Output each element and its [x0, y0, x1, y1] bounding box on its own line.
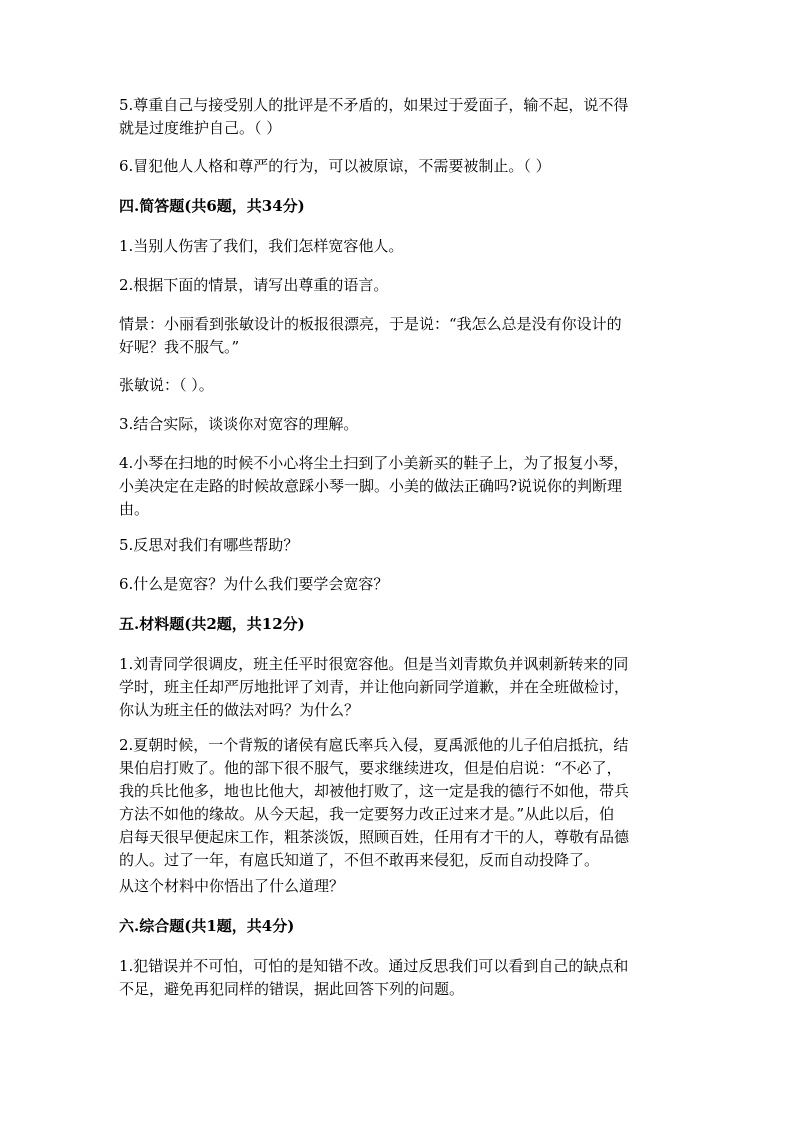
comprehensive-item-1: 1.犯错误并不可怕，可怕的是知错不改。通过反思我们可以看到自己的缺点和 不足，避免再犯同样的错误，据此回答下列的问题。 — [119, 957, 629, 998]
short-answer-item-6: 6.什么是宽容？为什么我们要学会宽容？ — [119, 575, 389, 593]
short-answer-item-3: 3.结合实际，谈谈你对宽容的理解。 — [119, 415, 359, 433]
material-item-1: 1.刘青同学很调皮，班主任平时很宽容他。但是当刘青欺负并讽刺新转来的同 学时，班主任却严厉地批评了刘青，并让他向新同学道歉，并在全班做检讨， 你认为班主任的做法对吗？为什么？ — [119, 655, 630, 719]
judgement-item-5: 5.尊重自己与接受别人的批评是不矛盾的，如果过于爱面子，输不起，说不得 就是过度维护自己。（ ） — [119, 96, 629, 137]
short-answer-item-1: 1.当别人伤害了我们，我们怎样宽容他人。 — [119, 237, 404, 255]
short-answer-item-4: 4.小琴在扫地的时候不小心将尘土扫到了小美新买的鞋子上，为了报复小琴， 小美决定在走路的时候故意踩小琴一脚。小美的做法正确吗?说说你的判断理 由。 — [119, 454, 629, 518]
short-answer-item-2: 2.根据下面的情景，请写出尊重的语言。 — [119, 276, 389, 294]
scenario-text: 情景：小丽看到张敏设计的板报很漂亮，于是说：“我怎么总是没有你设计的 好呢？我不服气。” — [119, 315, 622, 356]
material-question: 从这个材料中你悟出了什么道理？ — [119, 877, 345, 895]
section-6-title: 六.综合题(共1题，共4分) — [119, 917, 295, 935]
material-item-2: 2.夏朝时候，一个背叛的诸侯有扈氏率兵入侵，夏禹派他的儿子伯启抵抗，结 果伯启打败了。他的部下很不服气，要求继续进攻，但是伯启说：“不必了， 我的兵比他多，地也比他大，却被他打败了，这一定是我的德行不如他，带兵 方法不如他的缘故。从今天起，我一定要努力改正过来才是。”从此以后，伯 启每天很早便起床工作，粗茶淡饭，照顾百姓，任用有才干的人，尊敬有品德 的人。过了一年，有扈氏知道了，不但不敢再来侵犯，反而自动投降了。 — [119, 736, 630, 869]
zhangmin-answer-line: 张敏说：（ ）。 — [119, 376, 214, 394]
section-4-title: 四.简答题(共6题，共34分) — [119, 197, 305, 215]
section-5-title: 五.材料题(共2题，共12分) — [119, 615, 305, 633]
short-answer-item-5: 5.反思对我们有哪些帮助？ — [119, 536, 299, 554]
judgement-item-6: 6.冒犯他人人格和尊严的行为，可以被原谅，不需要被制止。（ ） — [119, 157, 551, 175]
